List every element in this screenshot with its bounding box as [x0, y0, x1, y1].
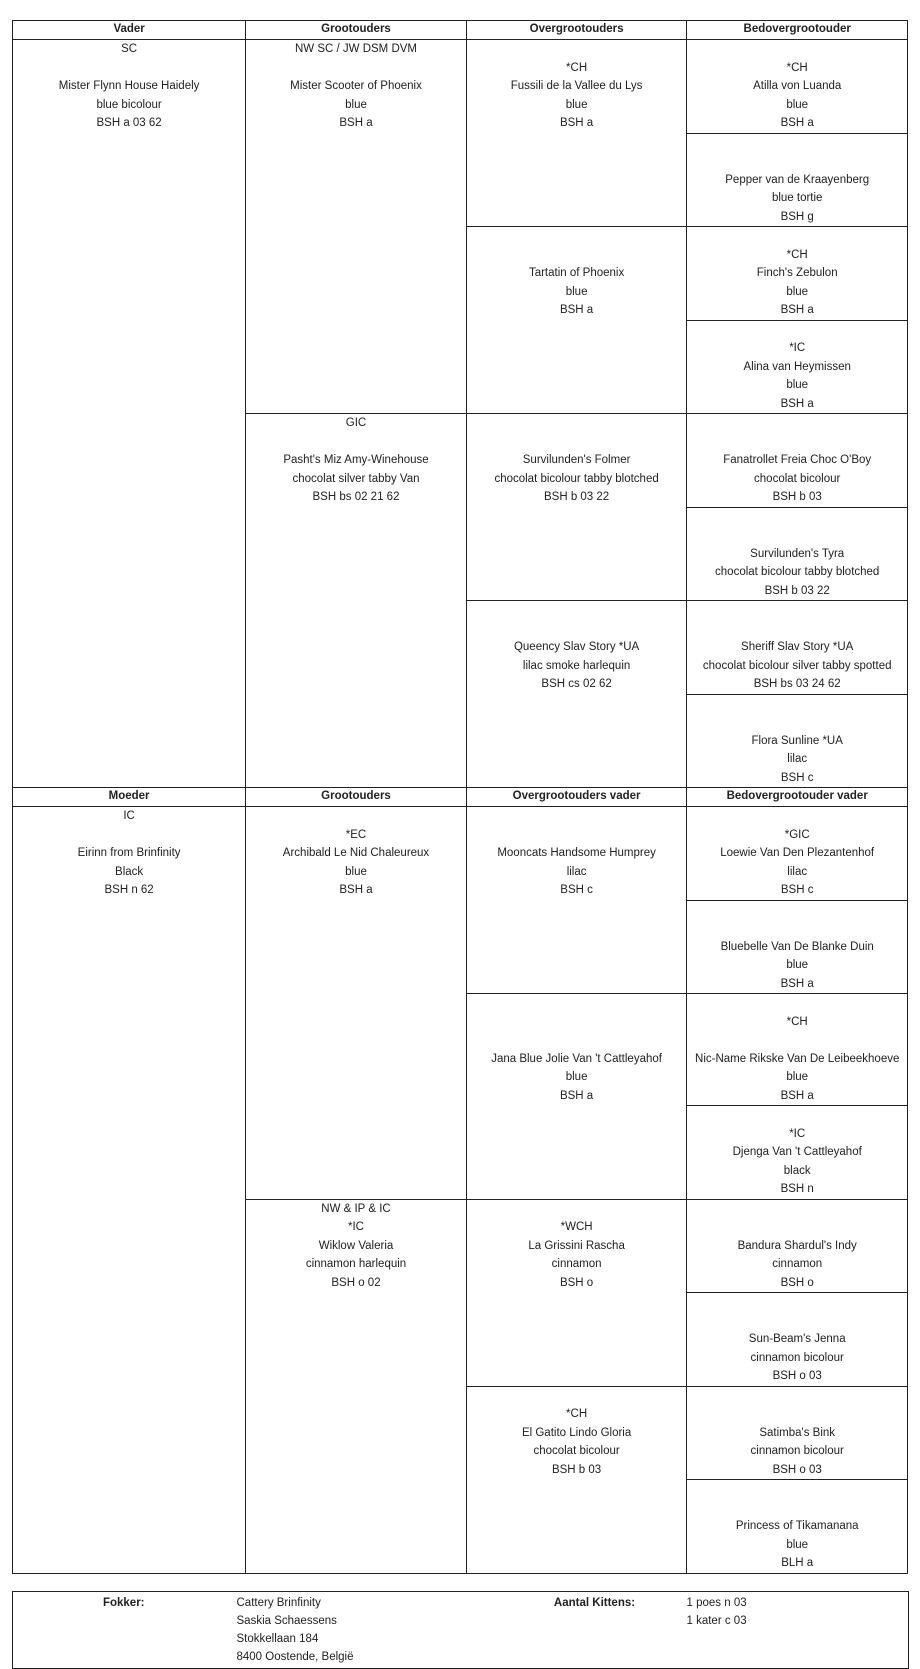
father-ggg-1: *CH Atilla von Luanda blue BSH a — [687, 40, 908, 134]
father-great-grandparent-3: Survilunden's Folmer chocolat bicolour tabby blotched BSH b 03 22 — [466, 414, 687, 601]
mother-great-grandparent-1: Mooncats Handsome Humprey lilac BSH c — [466, 807, 687, 994]
father-great-grandparent-2: Tartatin of Phoenix blue BSH a — [466, 227, 687, 414]
mother-cell — [13, 807, 246, 1574]
header-bedovergrootouder-vader: Bedovergrootouder vader — [687, 788, 908, 807]
mother-great-grandparent-3: *WCH La Grissini Rascha cinnamon BSH o — [466, 1199, 687, 1386]
father-great-grandparent-4: Queency Slav Story *UA lilac smoke harlequin BSH cs 02 62 — [466, 601, 687, 788]
father-color: blue bicolour — [96, 98, 162, 111]
father-ggg-8: Flora Sunline *UA lilac BSH c — [687, 694, 908, 788]
kittens-list: 1 poes n 03 1 kater c 03 — [685, 1591, 909, 1668]
breeder-table — [12, 1591, 909, 1669]
mother-ggg-2: Bluebelle Van De Blanke Duin blue BSH a — [687, 900, 908, 994]
pedigree-document — [12, 20, 908, 1669]
mother-color: Black — [115, 865, 144, 878]
father-ggg-5: Fanatrollet Freia Choc O'Boy chocolat bicolour BSH b 03 — [687, 414, 908, 508]
mother-ems: BSH n 62 — [104, 884, 154, 896]
mother-grandparent-1: *EC Archibald Le Nid Chaleureux blue BSH a — [246, 807, 467, 1200]
header-moeder: Moeder — [13, 788, 246, 807]
header-overgrootouders-vader: Overgrootouders vader — [466, 788, 687, 807]
header-bedovergrootouder: Bedovergrootouder — [687, 21, 908, 40]
breeder-address: Cattery Brinfinity Saskia Schaessens Stokkellaan 184 8400 Oostende, België — [235, 1591, 505, 1668]
mother-name: Eirinn from Brinfinity — [77, 847, 181, 859]
pedigree-table — [12, 20, 908, 1574]
father-title: SC — [121, 43, 138, 55]
mother-ggg-4: *IC Djenga Van 't Cattleyahof black BSH n — [687, 1106, 908, 1200]
mother-ggg-1: *GIC Loewie Van Den Plezantenhof lilac BSH c — [687, 807, 908, 901]
father-ggg-3: *CH Finch's Zebulon blue BSH a — [687, 227, 908, 321]
mother-great-grandparent-2: Jana Blue Jolie Van 't Cattleyahof blue BSH a — [466, 994, 687, 1200]
header-grootouders: Grootouders — [246, 21, 467, 40]
breeder-label: Fokker: — [13, 1591, 235, 1668]
father-header-row — [13, 21, 908, 40]
father-ggg-6: Survilunden's Tyra chocolat bicolour tabby blotched BSH b 03 22 — [687, 507, 908, 601]
kittens-label: Aantal Kittens: — [505, 1591, 685, 1668]
father-name: Mister Flynn House Haidely — [58, 80, 200, 92]
father-ems: BSH a 03 62 — [96, 117, 162, 129]
father-grandparent-2: GIC Pasht's Miz Amy-Winehouse chocolat silver tabby Van BSH bs 02 21 62 — [246, 414, 467, 788]
mother-ggg-7: Satimba's Bink cinnamon bicolour BSH o 03 — [687, 1386, 908, 1480]
mother-title: IC — [123, 810, 135, 822]
mother-ggg-8: Princess of Tikamanana blue BLH a — [687, 1480, 908, 1574]
mother-ggg-6: Sun-Beam's Jenna cinnamon bicolour BSH o 03 — [687, 1293, 908, 1387]
mother-ggg-3: *CH Nic-Name Rikske Van De Leibeekhoeve blue BSH a — [687, 994, 908, 1106]
header-overgrootouders: Overgrootouders — [466, 21, 687, 40]
mother-grandparent-2: NW & IP & IC *IC Wiklow Valeria cinnamon harlequin BSH o 02 — [246, 1199, 467, 1573]
father-grandparent-1: NW SC / JW DSM DVM Mister Scooter of Phoenix blue BSH a — [246, 40, 467, 414]
father-great-grandparent-1: *CH Fussili de la Vallee du Lys blue BSH a — [466, 40, 687, 227]
header-vader: Vader — [13, 21, 246, 40]
father-cell — [13, 40, 246, 788]
father-ggg-4: *IC Alina van Heymissen blue BSH a — [687, 320, 908, 414]
header-grootouders-2: Grootouders — [246, 788, 467, 807]
mother-ggg-5: Bandura Shardul's Indy cinnamon BSH o — [687, 1199, 908, 1293]
father-ggg-7: Sheriff Slav Story *UA chocolat bicolour silver tabby spotted BSH bs 03 24 62 — [687, 601, 908, 695]
father-ggg-2: Pepper van de Kraayenberg blue tortie BSH g — [687, 133, 908, 227]
mother-great-grandparent-4: *CH El Gatito Lindo Gloria chocolat bicolour BSH b 03 — [466, 1386, 687, 1573]
mother-header-row — [13, 788, 908, 807]
